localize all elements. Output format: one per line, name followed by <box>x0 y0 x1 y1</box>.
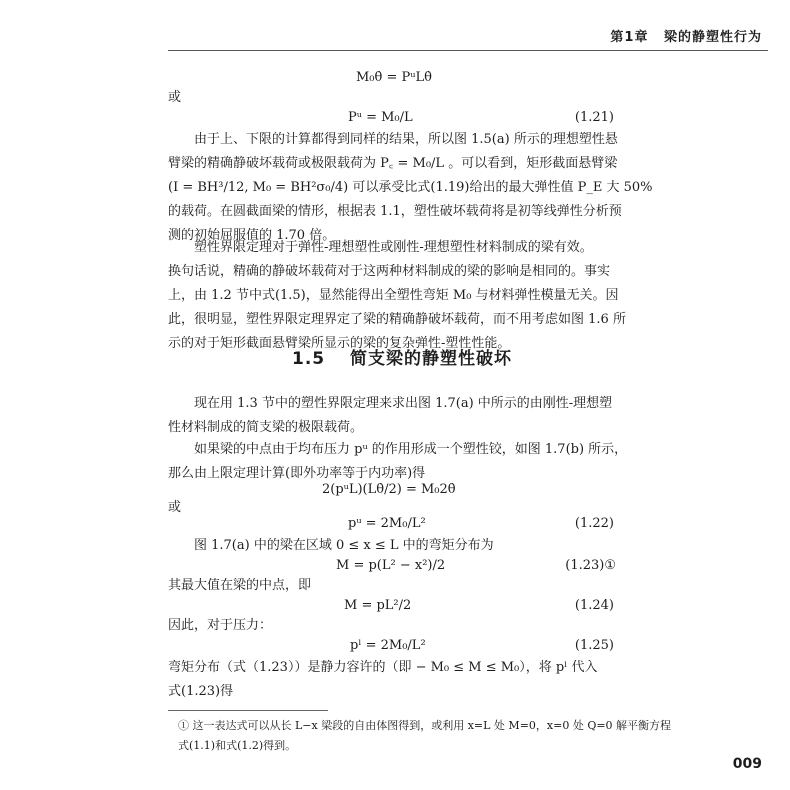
equation-number-1-22: (1.22) <box>574 516 614 531</box>
chapter-number: 第1章 <box>610 30 649 45</box>
paragraph-static-admissible <box>168 656 614 704</box>
equation-1-24: M = pL²/2 <box>344 598 412 613</box>
text-line: 如果梁的中点由于均布压力 pᵘ 的作用形成一个塑性铰，如图 1.7(b) 所示， <box>194 442 628 457</box>
paragraph-moment-distribution <box>168 534 614 558</box>
text-line: 现在用 1.3 节中的塑性界限定理来求出图 1.7(a) 中所示的由刚性-理想塑 <box>194 396 613 411</box>
equation-virtual-work: M₀θ̇ = PᵘLθ̇ <box>356 70 432 85</box>
running-header <box>610 26 762 45</box>
equation-number-1-21: (1.21) <box>574 110 614 125</box>
text-line: 塑性界限定理对于弹性-理想塑性或刚性-理想塑性材料制成的梁有效。 <box>194 240 593 255</box>
chapter-title: 梁的静塑性行为 <box>663 30 762 45</box>
paragraph-maximum <box>168 574 614 598</box>
paragraph-limit-load <box>168 128 653 248</box>
header-rule <box>168 50 768 51</box>
equation-1-21: Pᵘ = M₀/L <box>348 110 413 125</box>
footnote-rule <box>168 710 328 711</box>
equation-1-22: pᵘ = 2M₀/L² <box>348 516 426 531</box>
footnote-line <box>178 716 672 736</box>
footnote-marker: ① <box>178 719 189 732</box>
text-line: 臂梁的精确静破坏载荷或极限载荷为 P꜀ = M₀/L 。可以看到，矩形截面悬臂梁 <box>168 156 618 171</box>
text-line: 弯矩分布（式（1.23））是静力容许的（即 − M₀ ≤ M ≤ M₀），将 pˡ 代入 <box>168 660 598 675</box>
footnote <box>178 716 672 756</box>
connector-or: 或 <box>168 90 182 105</box>
equation-number-1-25: (1.25) <box>574 638 614 653</box>
equation-number-1-23: (1.23)① <box>565 558 616 573</box>
text-line: 换句话说，精确的静破坏载荷对于这两种材料制成的梁的影响是相同的。事实 <box>168 264 611 279</box>
text-line: 测的初始屈服值的 1.70 倍。 <box>168 228 336 243</box>
section-title: 简支梁的静塑性破坏 <box>350 349 513 369</box>
text-line: 图 1.7(a) 中的梁在区域 0 ≤ x ≤ L 中的弯矩分布为 <box>194 538 494 553</box>
paragraph-hinge <box>168 438 628 486</box>
paragraph-intro <box>168 392 614 440</box>
connector-or: 或 <box>168 500 182 515</box>
text-line: 由于上、下限的计算都得到同样的结果，所以图 1.5(a) 所示的理想塑性悬 <box>194 132 618 147</box>
equation-number-1-24: (1.24) <box>574 598 614 613</box>
section-number: 1.5 <box>292 349 326 369</box>
text-line: 的载荷。在圆截面梁的情形，根据表 1.1，塑性破坏载荷将是初等线弹性分析预 <box>168 204 622 219</box>
text-line: 性材料制成的简支梁的极限载荷。 <box>168 420 364 435</box>
text-line: 此，很明显，塑性界限定理界定了梁的精确静破坏载荷，而不用考虑如图 1.6 所 <box>168 312 626 327</box>
text-line: (I = BH³/12, M₀ = BH²σ₀/4) 可以承受比式(1.19)给出的最大弹性值 P_E 大 50% <box>168 180 653 195</box>
equation-1-25: pˡ = 2M₀/L² <box>350 638 426 653</box>
footnote-line: 式(1.1)和式(1.2)得到。 <box>178 739 297 752</box>
text-line: 其最大值在梁的中点，即 <box>168 578 312 593</box>
footnote-text: 这一表达式可以从长 L−x 梁段的自由体图得到，或利用 x=L 处 M=0，x=0 处 Q=0 解平衡方程 <box>192 719 672 732</box>
text-line: 上，由 1.2 节中式(1.5)，显然能得出全塑性弯矩 M₀ 与材料弹性模量无关。因 <box>168 288 619 303</box>
text-line: 因此，对于压力： <box>168 618 273 633</box>
equation-1-23: M = p(L² − x²)/2 <box>336 558 446 573</box>
paragraph-bound-theorems <box>168 236 626 356</box>
equation-power-balance: 2(pᵘL)(Lθ̇/2) = M₀2θ̇ <box>322 482 456 497</box>
paragraph-pressure <box>168 614 614 638</box>
page-number: 009 <box>732 756 762 772</box>
text-line: 式(1.23)得 <box>168 684 234 699</box>
text-line: 那么由上限定理计算(即外功率等于内功率)得 <box>168 466 426 481</box>
text-line: 示的对于矩形截面悬臂梁所显示的梁的复杂弹性-塑性性能。 <box>168 336 511 351</box>
section-heading <box>292 344 512 369</box>
